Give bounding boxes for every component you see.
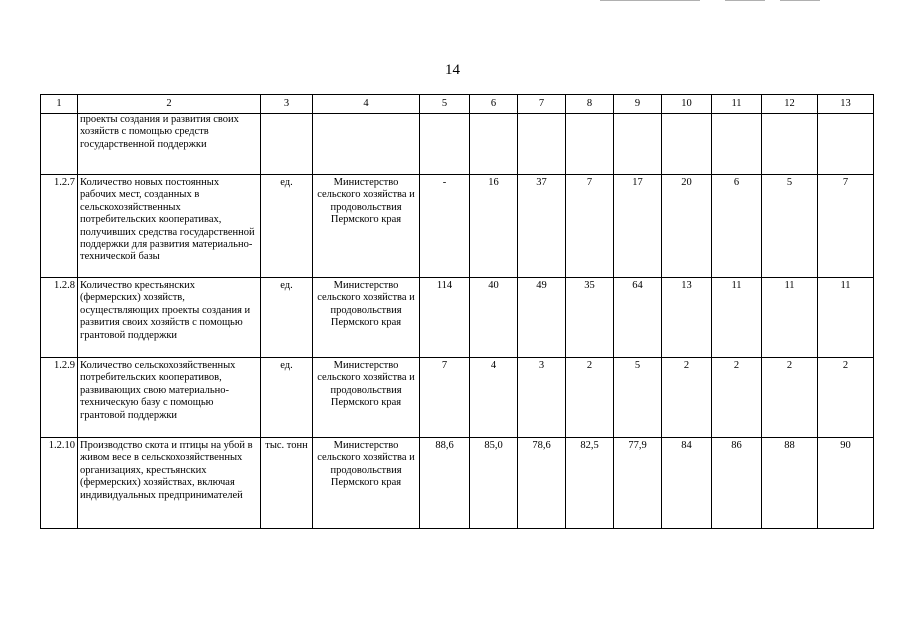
indicator-value [662,114,712,175]
indicator-number: 1.2.7 [41,175,78,278]
indicator-value: 77,9 [614,438,662,529]
indicator-value: 90 [818,438,874,529]
scan-edge-mark [780,0,820,1]
indicator-value [614,114,662,175]
indicator-name: Количество новых постоянных рабочих мест, созданных в сельскохозяйственных потребительских кооперативах, получивших средства государственной поддержки для развития материально-технической базы [78,175,261,278]
column-number: 1 [41,95,78,114]
indicator-value [712,114,762,175]
indicator-value [818,114,874,175]
indicator-value: 88,6 [420,438,470,529]
indicator-value: - [420,175,470,278]
indicator-value [470,114,518,175]
indicator-value: 16 [470,175,518,278]
table-row [41,358,874,438]
table-row [41,438,874,529]
indicator-executor [313,114,420,175]
indicator-value: 11 [818,278,874,358]
indicator-name: Количество крестьянских (фермерских) хозяйств, осуществляющих проекты создания и развития своих хозяйств с помощью грантовой поддержки [78,278,261,358]
indicator-value: 7 [420,358,470,438]
indicator-value: 11 [762,278,818,358]
indicators-table [40,94,874,529]
indicator-value: 2 [762,358,818,438]
table-row [41,114,874,175]
indicator-value: 20 [662,175,712,278]
column-number: 5 [420,95,470,114]
column-number: 12 [762,95,818,114]
indicator-name: проекты создания и развития своих хозяйств с помощью средств государственной поддержки [78,114,261,175]
indicator-value [518,114,566,175]
indicator-unit: ед. [261,278,313,358]
indicator-number: 1.2.9 [41,358,78,438]
page-number: 14 [445,62,460,78]
indicator-value: 85,0 [470,438,518,529]
column-number: 13 [818,95,874,114]
column-number: 2 [78,95,261,114]
indicator-value: 40 [470,278,518,358]
indicator-unit [261,114,313,175]
indicator-executor: Министерство сельского хозяйства и продовольствия Пермского края [313,278,420,358]
column-number: 3 [261,95,313,114]
indicator-value [420,114,470,175]
indicator-value: 2 [566,358,614,438]
indicator-number: 1.2.8 [41,278,78,358]
indicator-value: 11 [712,278,762,358]
indicator-value [566,114,614,175]
indicator-value: 86 [712,438,762,529]
indicator-value: 7 [566,175,614,278]
indicator-value: 78,6 [518,438,566,529]
indicator-value: 5 [614,358,662,438]
indicator-name: Количество сельскохозяйственных потребительских кооперативов, развивающих свою материально-техническую базу с помощью грантовой поддержки [78,358,261,438]
indicator-value: 37 [518,175,566,278]
column-number: 9 [614,95,662,114]
indicator-value: 82,5 [566,438,614,529]
indicator-value: 64 [614,278,662,358]
column-number: 10 [662,95,712,114]
column-number: 6 [470,95,518,114]
indicator-value: 4 [470,358,518,438]
indicator-unit: ед. [261,358,313,438]
column-number: 7 [518,95,566,114]
indicator-value: 3 [518,358,566,438]
indicator-executor: Министерство сельского хозяйства и продовольствия Пермского края [313,175,420,278]
table-row [41,175,874,278]
indicator-value: 2 [818,358,874,438]
indicator-value: 17 [614,175,662,278]
indicator-value: 49 [518,278,566,358]
indicator-value: 7 [818,175,874,278]
indicator-value: 88 [762,438,818,529]
indicator-value: 35 [566,278,614,358]
column-number: 11 [712,95,762,114]
column-number-row [41,95,874,114]
scan-edge-mark [600,0,700,1]
indicator-executor: Министерство сельского хозяйства и продовольствия Пермского края [313,438,420,529]
scan-edge-mark [725,0,765,1]
indicator-executor: Министерство сельского хозяйства и продовольствия Пермского края [313,358,420,438]
indicator-number: 1.2.10 [41,438,78,529]
indicator-value: 84 [662,438,712,529]
indicator-unit: тыс. тонн [261,438,313,529]
indicator-value: 6 [712,175,762,278]
indicator-number [41,114,78,175]
indicator-name: Производство скота и птицы на убой в живом весе в сельскохозяйственных организациях, крестьянских (фермерских) хозяйствах, включая индивидуальных предпринимателей [78,438,261,529]
indicator-unit: ед. [261,175,313,278]
column-number: 8 [566,95,614,114]
indicator-value: 2 [712,358,762,438]
indicator-value [762,114,818,175]
indicator-value: 13 [662,278,712,358]
table-row [41,278,874,358]
column-number: 4 [313,95,420,114]
indicator-value: 2 [662,358,712,438]
indicator-value: 5 [762,175,818,278]
indicator-value: 114 [420,278,470,358]
